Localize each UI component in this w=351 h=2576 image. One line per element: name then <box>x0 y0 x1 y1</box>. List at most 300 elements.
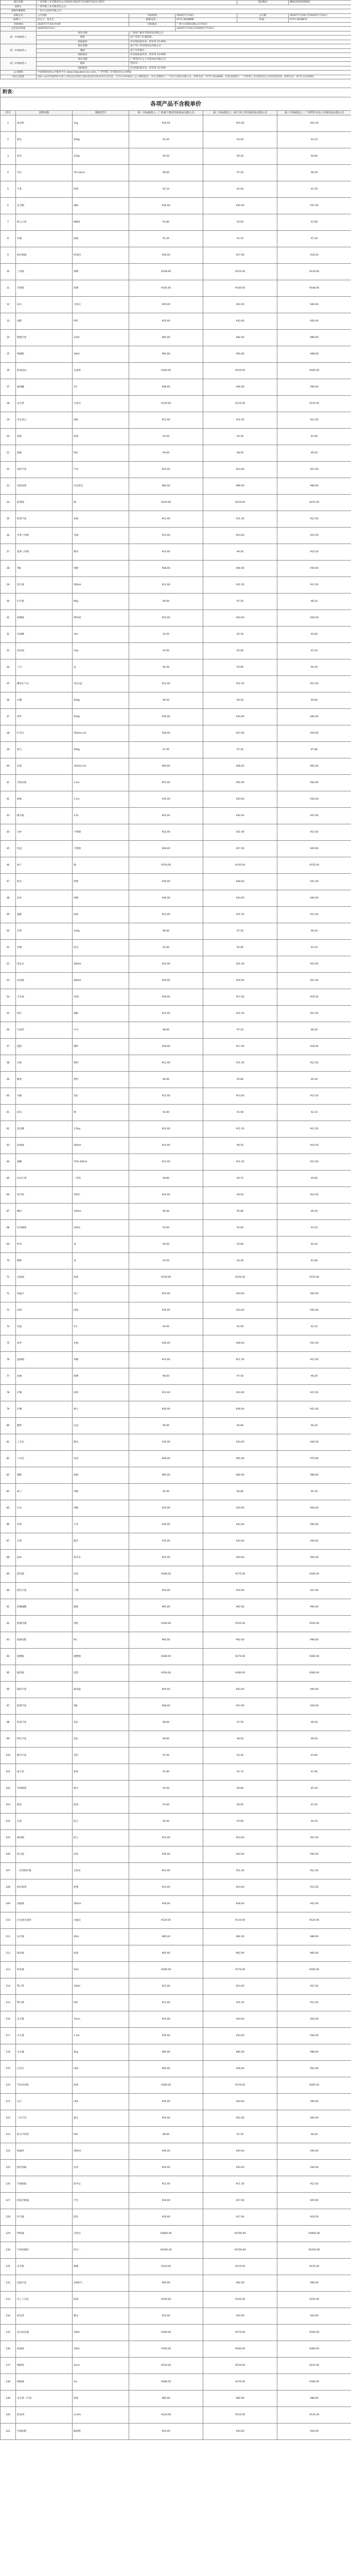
row-spec: 数显 <box>73 2308 129 2324</box>
row-spec: 纯棉 <box>73 560 129 577</box>
row-price-c1: ¥8.00 <box>129 923 203 939</box>
table-row <box>1 1533 351 1549</box>
row-spec: 标准 <box>73 2390 129 2406</box>
table-row <box>1 1895 351 1912</box>
row-price-c1: ¥35.00 <box>129 1533 203 1549</box>
row-price-c2: ¥33.00 <box>203 1434 277 1450</box>
table-row <box>1 1961 351 1978</box>
table-row <box>1 1121 351 1137</box>
table-row <box>1 1648 351 1665</box>
row-price-c3: ¥12.50 <box>277 577 351 593</box>
table-row <box>1 1714 351 1731</box>
row-spec: 丁腈 <box>73 1582 129 1599</box>
row-price-c1: ¥35.00 <box>129 1302 203 1318</box>
candidate-2-rank: 第二中标候选人 <box>1 44 37 58</box>
row-price-c2: ¥11.50 <box>203 1351 277 1368</box>
row-price-c3: ¥15.50 <box>277 1879 351 1895</box>
row-price-c2: ¥17.00 <box>203 2209 277 2225</box>
row-price-c2: ¥52.00 <box>203 2110 277 2126</box>
row-price-c3: ¥46.00 <box>277 1846 351 1862</box>
row-item: 线手套 <box>16 1764 73 1780</box>
row-price-c1: ¥220.00 <box>129 2357 203 2374</box>
row-index: 67 <box>1 1203 16 1219</box>
row-price-c1: ¥28.00 <box>129 725 203 741</box>
row-price-c2: ¥24.00 <box>203 609 277 626</box>
row-spec: 310ml×24 <box>73 758 129 774</box>
row-price-c1: ¥4.50 <box>129 148 203 164</box>
row-spec: 500ml <box>73 1895 129 1912</box>
row-price-c2: ¥30.00 <box>203 807 277 824</box>
row-price-c2: ¥14.00 <box>203 1384 277 1401</box>
table-row <box>1 989 351 1005</box>
candidate-1-price-label: 投标报价 <box>37 40 129 44</box>
table-row <box>1 1170 351 1187</box>
row-price-c3: ¥31.00 <box>277 1335 351 1351</box>
row-price-c2: ¥3.30 <box>203 428 277 445</box>
row-price-c1: ¥380.00 <box>129 2374 203 2390</box>
time-label: 开标时间 <box>1 22 37 27</box>
row-price-c1: ¥35.00 <box>129 2027 203 2044</box>
row-price-c1: ¥6.00 <box>129 1071 203 1088</box>
row-price-c2: ¥1.90 <box>203 1318 277 1335</box>
table-row <box>1 230 351 247</box>
row-spec: 75% 500ml <box>73 1154 129 1170</box>
row-price-c1: ¥55.00 <box>129 774 203 791</box>
time: 2020年7月10日9:00 <box>37 22 129 27</box>
row-item: 防割手套 <box>16 1698 73 1714</box>
row-price-c1: ¥28.00 <box>129 840 203 857</box>
row-price-c2: ¥92.00 <box>203 1632 277 1648</box>
row-item: 暖水瓶 <box>16 807 73 824</box>
row-spec: 400ml <box>73 956 129 972</box>
row-price-c2: ¥11.50 <box>203 511 277 527</box>
row-item: 清凉油 <box>16 642 73 659</box>
candidate-3-addr-label: 地址 <box>37 62 129 66</box>
row-price-c3: ¥36.00 <box>277 791 351 807</box>
row-price-c2: ¥28.00 <box>203 1895 277 1912</box>
row-price-c2: ¥7.50 <box>203 1022 277 1038</box>
row-price-c3: ¥88.00 <box>277 1467 351 1483</box>
row-spec: 120g <box>73 923 129 939</box>
row-index: 81 <box>1 1434 16 1450</box>
row-price-c3: ¥6.20 <box>277 1071 351 1088</box>
row-price-c2: ¥11.50 <box>203 1055 277 1071</box>
row-index: 57 <box>1 1038 16 1055</box>
row-index: 124 <box>1 2143 16 2159</box>
row-price-c2: ¥3.80 <box>203 1813 277 1829</box>
row-price-c3: ¥15.50 <box>277 1384 351 1401</box>
row-price-c1: ¥8.00 <box>129 164 203 181</box>
table-row <box>1 2192 351 2209</box>
row-price-c1: ¥145.00 <box>129 280 203 296</box>
row-spec: 棉 <box>73 857 129 873</box>
row-price-c3: ¥15.50 <box>277 1978 351 1994</box>
row-price-c1: ¥5.00 <box>129 1780 203 1797</box>
row-price-c3: ¥130.00 <box>277 263 351 280</box>
announce-period: 2020年7月20日至2020年7月22日 <box>176 27 351 31</box>
row-price-c1: ¥12.00 <box>129 412 203 428</box>
row-spec: 阻燃棉 <box>73 1648 129 1665</box>
table-row <box>1 544 351 560</box>
row-index: 10 <box>1 263 16 280</box>
row-price-c2: ¥33.00 <box>203 2159 277 2176</box>
table-row <box>1 1187 351 1203</box>
candidate-3-price-label: 投标报价 <box>37 66 129 71</box>
row-price-c2: ¥27.00 <box>203 2192 277 2209</box>
row-price-c1: ¥22.00 <box>129 956 203 972</box>
row-price-c1: ¥35.00 <box>129 313 203 329</box>
row-price-c3: ¥36.00 <box>277 1302 351 1318</box>
row-price-c3: ¥66.00 <box>277 1599 351 1615</box>
row-spec: 100m <box>73 1978 129 1994</box>
row-item: 手持对讲机 <box>16 2077 73 2093</box>
row-spec: 长柄 <box>73 1335 129 1351</box>
table-row <box>1 1846 351 1862</box>
row-spec: 卷 <box>73 1236 129 1252</box>
row-item: 洗发水 <box>16 956 73 972</box>
row-price-c2: ¥145.00 <box>203 857 277 873</box>
row-item: 一次性防护服 <box>16 1862 73 1879</box>
row-index: 60 <box>1 1088 16 1104</box>
row-price-c3: ¥225.00 <box>277 494 351 511</box>
row-price-c1: ¥35.00 <box>129 2159 203 2176</box>
candidate-3-name: 广西凭祥市众人劳保用品有限公司 <box>129 57 351 62</box>
row-price-c3: ¥88.00 <box>277 2044 351 2060</box>
row-spec: 防化 <box>73 2209 129 2225</box>
table-row <box>1 1022 351 1038</box>
row-price-c1: ¥45.00 <box>129 1846 203 1862</box>
row-index: 52 <box>1 956 16 972</box>
row-price-c3: ¥390.00 <box>277 2374 351 2390</box>
row-price-c3: ¥3.10 <box>277 131 351 148</box>
row-price-c1: ¥15.00 <box>129 1978 203 1994</box>
candidate-2-price: 详见投标报价表，折扣率 13.00% <box>129 53 351 58</box>
row-spec: 棉 <box>73 1104 129 1121</box>
row-price-c2: ¥3.80 <box>203 659 277 675</box>
row-price-c3: ¥12.50 <box>277 1154 351 1170</box>
row-index: 45 <box>1 840 16 857</box>
row-price-c2: ¥82.00 <box>203 1928 277 1945</box>
row-price-c2: ¥46.00 <box>203 379 277 395</box>
row-item: 头套 <box>16 1813 73 1829</box>
row-index: 59 <box>1 1071 16 1088</box>
row-spec: 100支 <box>73 1219 129 1236</box>
row-item: 被子 <box>16 857 73 873</box>
row-price-c3: ¥10.50 <box>277 1187 351 1203</box>
row-item: 劳保鞋 <box>16 280 73 296</box>
row-item: 绝缘鞋 <box>16 346 73 362</box>
row-spec: 加绒 <box>73 511 129 527</box>
row-index: 37 <box>1 708 16 725</box>
row-item: 隔热手套 <box>16 1681 73 1698</box>
row-index: 97 <box>1 1698 16 1714</box>
row-index: 27 <box>1 544 16 560</box>
row-index: 50 <box>1 923 16 939</box>
row-item: 电工工具包 <box>16 2291 73 2308</box>
row-price-c3: ¥2.60 <box>277 626 351 642</box>
table-row <box>1 1928 351 1945</box>
row-spec: 500g <box>73 741 129 758</box>
table-row <box>1 659 351 675</box>
table-row <box>1 577 351 593</box>
row-item: 电筒 <box>16 1302 73 1318</box>
table-row <box>1 164 351 181</box>
row-price-c3: ¥155.00 <box>277 1269 351 1285</box>
row-price-c2: ¥7.50 <box>203 2126 277 2143</box>
row-spec: LED <box>73 2060 129 2077</box>
row-price-c2: ¥19.00 <box>203 972 277 989</box>
table-row <box>1 1912 351 1928</box>
row-spec: 防冲击 <box>73 2176 129 2192</box>
row-index: 75 <box>1 1335 16 1351</box>
table-row <box>1 1813 351 1829</box>
row-spec: LED <box>73 1302 129 1318</box>
candidate-1-addr: 南宁市邕宁区蒲庙镇… <box>129 36 351 40</box>
table-row <box>1 1731 351 1747</box>
row-index: 82 <box>1 1450 16 1467</box>
objection-text: 投标人或者其他利害关系人对依法必须进行招标项目的评标结果有异议的，应当在中标候选人公示期间提出。异议受理部门：广西兴元招标有限公司，联系电话：0771-2618896。投诉受理部门：广西华银工业有限责任公司纪检监察部，联系电话：0771-2310560。 <box>37 75 351 79</box>
row-index: 12 <box>1 296 16 313</box>
row-price-c2: ¥5.80 <box>203 1417 277 1434</box>
table-row <box>1 247 351 263</box>
row-price-c1: ¥25.00 <box>129 2423 203 2439</box>
table-row <box>1 445 351 461</box>
row-item: 缓冲器 <box>16 1945 73 1961</box>
row-index: 69 <box>1 1236 16 1252</box>
row-spec: 一次性 <box>73 1170 129 1187</box>
table-row <box>1 1285 351 1302</box>
row-index: 102 <box>1 1780 16 1797</box>
row-index: 125 <box>1 2159 16 2176</box>
table-row <box>1 2390 351 2406</box>
row-index: 133 <box>1 2291 16 2308</box>
table-row <box>1 1467 351 1483</box>
table-row <box>1 1978 351 1994</box>
row-price-c3: ¥3850.00 <box>277 2225 351 2242</box>
row-price-c1: ¥45.00 <box>129 1516 203 1533</box>
table-row <box>1 1302 351 1318</box>
row-item: 绝缘手套 <box>16 329 73 346</box>
row-index: 83 <box>1 1467 16 1483</box>
table-row <box>1 2341 351 2357</box>
row-price-c2: ¥7.50 <box>203 593 277 609</box>
table-row <box>1 2275 351 2291</box>
row-price-c3: ¥46.00 <box>277 1516 351 1533</box>
row-spec: 中号 <box>73 1022 129 1038</box>
row-spec: 加厚 <box>73 1384 129 1401</box>
row-index: 22 <box>1 461 16 478</box>
table-row <box>1 1698 351 1714</box>
row-price-c1: ¥12.00 <box>129 906 203 923</box>
row-item: 安全鞋 <box>16 2258 73 2275</box>
table-row <box>1 1252 351 1269</box>
row-item: 防寒服 <box>16 494 73 511</box>
row-price-c2: ¥115.00 <box>203 2258 277 2275</box>
row-index: 39 <box>1 741 16 758</box>
row-index: 108 <box>1 1879 16 1895</box>
row-item: 蚊帐 <box>16 791 73 807</box>
table-row <box>1 2027 351 2044</box>
row-price-c1: ¥128.00 <box>129 263 203 280</box>
row-price-c2: ¥82.00 <box>203 2390 277 2406</box>
table-row <box>1 2077 351 2093</box>
table-row <box>1 1318 351 1335</box>
row-price-c3: ¥10.50 <box>277 544 351 560</box>
table-row <box>1 412 351 428</box>
row-item: 防毒面具 <box>16 362 73 379</box>
row-index: 38 <box>1 725 16 741</box>
row-index: 128 <box>1 2209 16 2225</box>
row-spec: 牛皮 <box>73 1516 129 1533</box>
row-index: 98 <box>1 1714 16 1731</box>
row-item: 雨鞋 <box>16 313 73 329</box>
row-price-c3: ¥148.00 <box>277 280 351 296</box>
row-price-c2: ¥82.00 <box>203 1467 277 1483</box>
row-item: 雨伞 <box>16 1335 73 1351</box>
row-spec: 125g <box>73 148 129 164</box>
row-price-c2: ¥27.00 <box>203 725 277 741</box>
row-price-c2: ¥28.00 <box>203 1401 277 1417</box>
row-price-c1: ¥120.00 <box>129 2258 203 2275</box>
row-spec: 软毛 <box>73 939 129 956</box>
row-index: 76 <box>1 1351 16 1368</box>
row-price-c3: ¥12.50 <box>277 1005 351 1022</box>
row-price-c2: ¥0.75 <box>203 1170 277 1187</box>
table-row <box>1 346 351 362</box>
row-price-c1: ¥2.50 <box>129 626 203 642</box>
row-spec: 涤纶 <box>73 412 129 428</box>
bid-label: 开标地点 <box>129 22 176 27</box>
row-price-c1: ¥30.00 <box>129 1895 203 1912</box>
row-price-c1: ¥3.20 <box>129 131 203 148</box>
row-price-c3: ¥6.20 <box>277 1417 351 1434</box>
row-index: 79 <box>1 1401 16 1417</box>
row-index: 123 <box>1 2126 16 2143</box>
row-price-c2: ¥17.00 <box>203 247 277 263</box>
row-item: 毛巾 <box>16 164 73 181</box>
table-row <box>1 1450 351 1467</box>
row-item: 耳塞 <box>16 230 73 247</box>
row-price-c3: ¥8.20 <box>277 1714 351 1731</box>
row-price-c3: ¥3.10 <box>277 1219 351 1236</box>
row-price-c1: ¥4.00 <box>129 659 203 675</box>
row-price-c3: ¥165.00 <box>277 362 351 379</box>
table-row <box>1 956 351 972</box>
row-price-c1: ¥12.00 <box>129 1121 203 1137</box>
row-index: 4 <box>1 164 16 181</box>
row-price-c3: ¥2.20 <box>277 181 351 197</box>
row-price-c2: ¥43.00 <box>203 2143 277 2159</box>
row-price-c1: ¥3.00 <box>129 939 203 956</box>
row-price-c3: ¥360.00 <box>277 2341 351 2357</box>
contact-person-label: 联系人： <box>1 18 37 23</box>
row-index: 127 <box>1 2192 16 2209</box>
row-price-c3: ¥36.00 <box>277 313 351 329</box>
row-price-c2: ¥58.00 <box>203 2060 277 2077</box>
row-price-c2: ¥14.00 <box>203 1879 277 1895</box>
row-item: 水杯 <box>16 824 73 840</box>
row-index: 90 <box>1 1582 16 1599</box>
row-price-c3: ¥46.00 <box>277 2143 351 2159</box>
row-item: 洗手液 <box>16 577 73 593</box>
row-item: 扫把 <box>16 1055 73 1071</box>
row-price-c2: ¥6.20 <box>203 692 277 708</box>
row-item: 簸箕 <box>16 1071 73 1088</box>
row-item: 安全带 <box>16 395 73 412</box>
row-spec: PVC <box>73 445 129 461</box>
row-index: 136 <box>1 2341 16 2357</box>
row-price-c3: ¥6.80 <box>277 692 351 708</box>
row-spec: 纯棉 <box>73 1500 129 1516</box>
row-price-c3: ¥6.20 <box>277 1203 351 1219</box>
row-price-c1: ¥8.00 <box>129 2126 203 2143</box>
row-price-c2: ¥24.00 <box>203 2423 277 2439</box>
table-row <box>1 890 351 906</box>
row-spec: 加厚 <box>73 1764 129 1780</box>
table-row <box>1 807 351 824</box>
row-spec: 500ml <box>73 577 129 593</box>
row-index: 24 <box>1 494 16 511</box>
row-spec: 1.5kg <box>73 1121 129 1137</box>
row-item: 冰袖 <box>16 1368 73 1384</box>
row-price-c1: ¥30.00 <box>129 873 203 890</box>
row-price-c1: ¥55.00 <box>129 2110 203 2126</box>
candidate-2-price-label: 投标报价 <box>37 53 129 58</box>
row-price-c2: ¥14.00 <box>203 527 277 544</box>
row-index: 55 <box>1 1005 16 1022</box>
row-price-c3: ¥36.00 <box>277 2159 351 2176</box>
row-price-c3: ¥26.00 <box>277 1549 351 1566</box>
table-row <box>1 1055 351 1071</box>
table-row <box>1 1632 351 1648</box>
row-price-c1: ¥45.00 <box>129 2143 203 2159</box>
row-item: 隔热服 <box>16 1665 73 1681</box>
row-spec: PVC <box>73 313 129 329</box>
row-spec: KN95 <box>73 214 129 230</box>
candidate-1-name-label: 单位名称 <box>37 31 129 36</box>
row-price-c1: ¥15.00 <box>129 1088 203 1104</box>
row-price-c1: ¥4.00 <box>129 1813 203 1829</box>
row-price-c3: ¥98.00 <box>277 1632 351 1648</box>
row-price-c3: ¥12.50 <box>277 675 351 692</box>
row-price-c1: ¥280.00 <box>129 1648 203 1665</box>
row-price-c1: ¥4.00 <box>129 1236 203 1252</box>
row-price-c1: ¥7.50 <box>129 741 203 758</box>
row-spec: 铝箔 <box>73 1665 129 1681</box>
row-item: 防蓝光眼镜 <box>16 2192 73 2209</box>
row-spec: 5号 <box>73 1318 129 1335</box>
row-price-c2: ¥2.80 <box>203 1219 277 1236</box>
row-index: 32 <box>1 626 16 642</box>
row-spec: 隔音 <box>73 1533 129 1549</box>
table-row <box>1 2291 351 2308</box>
table-row <box>1 1862 351 1879</box>
table-row <box>1 1236 351 1252</box>
row-price-c2: ¥210.00 <box>203 494 277 511</box>
table-row <box>1 1599 351 1615</box>
table-row <box>1 2308 351 2324</box>
row-price-c2: ¥11.50 <box>203 1994 277 2011</box>
row-spec: 四合一 <box>73 2242 129 2258</box>
row-item: 工作手电 <box>16 2110 73 2126</box>
row-item: 劳保鞋垫 <box>16 1780 73 1797</box>
row-spec: ABS <box>73 197 129 214</box>
header-c1: 第一中标候选人：广西南宁惠泽劳保用品有限公司 <box>129 110 203 115</box>
row-price-c3: ¥29.00 <box>277 725 351 741</box>
table-row <box>1 1879 351 1895</box>
row-index: 31 <box>1 609 16 626</box>
row-price-c2: ¥7.20 <box>203 741 277 758</box>
